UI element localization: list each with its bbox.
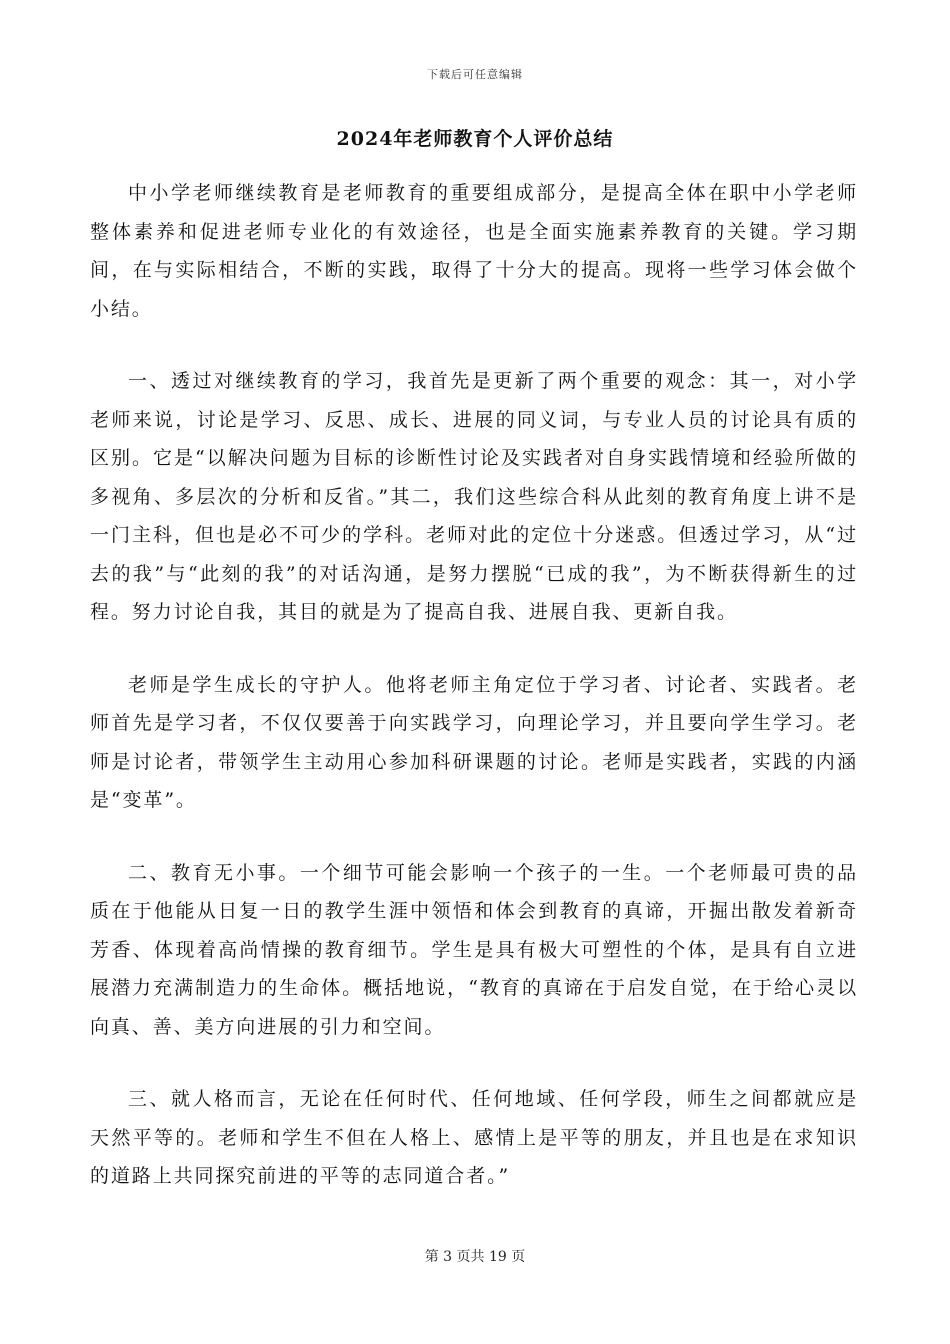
header-note: 下载后可任意编辑: [427, 68, 523, 81]
document-body: [90, 174, 858, 1230]
paragraph-intro: 中小学老师继续教育是老师教育的重要组成部分，是提高全体在职中小学老师整体素养和促进老师专业化的有效途径，也是全面实施素养教育的关键。学习期间，在与实际相结合，不断的实践，取得了十分大的提高。现将一些学习体会做个小结。: [90, 182, 858, 320]
paragraph-point-three: 三、就人格而言，无论在任何时代、任何地域、任何学段，师生之间都就应是天然平等的。老师和学生不但在人格上、感情上是平等的朋友，并且也是在求知识的道路上共同探究前进的平等的志同道合者。”: [90, 1088, 858, 1187]
document-title: 2024年老师教育个人评价总结: [336, 128, 614, 150]
page-number: 第 3 页共 19 页: [424, 1249, 526, 1265]
paragraph-teacher-role: 老师是学生成长的守护人。他将老师主角定位于学习者、讨论者、实践者。老师首先是学习者，不仅仅要善于向实践学习，向理论学习，并且要向学生学习。老师是讨论者，带领学生主动用心参加科研课题的讨论。老师是实践者，实践的内涵是“变革”。: [90, 673, 858, 811]
paragraph-point-one: 一、透过对继续教育的学习，我首先是更新了两个重要的观念：其一，对小学老师来说，讨论是学习、反思、成长、进展的同义词，与专业人员的讨论具有质的区别。它是“以解决问题为目标的诊断性讨论及实践者对自身实践情境和经验所做的多视角、多层次的分析和反省。”其二，我们这些综合科从此刻的教育角度上讲不是一门主科，但也是必不可少的学科。老师对此的定位十分迷惑。但透过学习，从“过去的我”与“此刻的我”的对话沟通，是努力摆脱“已成的我”，为不断获得新生的过程。努力讨论自我，其目的就是为了提高自我、进展自我、更新自我。: [90, 370, 858, 623]
paragraph-point-two: 二、教育无小事。一个细节可能会影响一个孩子的一生。一个老师最可贵的品质在于他能从日复一日的教学生涯中领悟和体会到教育的真谛，开掘出散发着新奇芳香、体现着高尚情操的教育细节。学生是具有极大可塑性的个体，是具有自立进展潜力充满制造力的生命体。概括地说，“教育的真谛在于启发自觉，在于给心灵以向真、善、美方向进展的引力和空间。: [90, 861, 858, 1038]
